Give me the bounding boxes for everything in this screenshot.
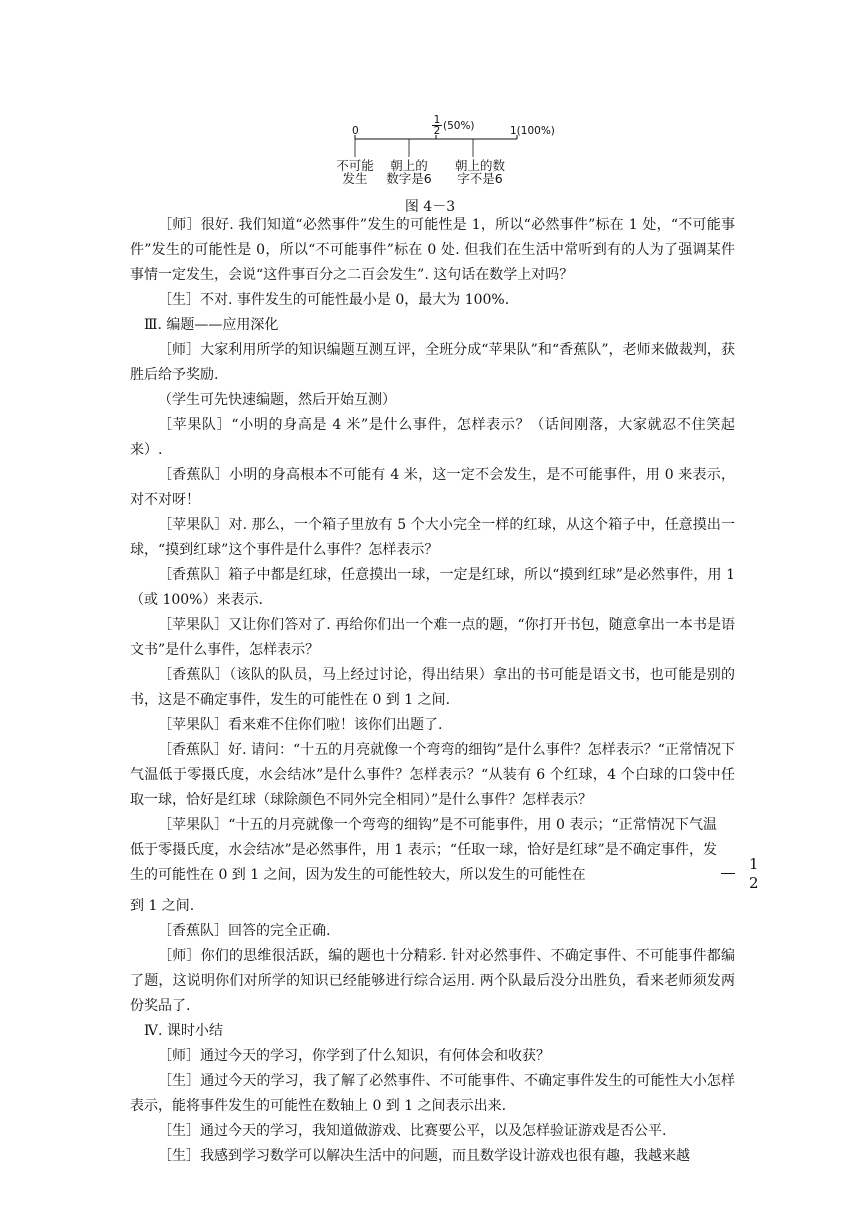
paragraph: ［苹果队］看来难不住你们啦！该你们出题了. bbox=[158, 717, 443, 733]
half-denominator: 2 bbox=[433, 125, 441, 137]
paragraph: （学生可先快速编题，然后开始互测） bbox=[158, 392, 396, 408]
paragraph: ［生］不对. 事件发生的可能性最小是 0，最大为 100%. bbox=[158, 292, 510, 308]
paragraph: ［香蕉队］箱子中都是红球，任意摸出一球，一定是红球，所以“摸到红球”是必然事件，用 1（或 100%）来表示. bbox=[130, 567, 735, 608]
caption-impossible-line1: 不可能 bbox=[336, 158, 374, 173]
fraction-denominator: 2 bbox=[749, 874, 759, 892]
caption-six-line1: 朝上的 bbox=[390, 158, 428, 173]
caption-impossible-line2: 发生 bbox=[342, 171, 368, 186]
number-line-figure bbox=[330, 115, 570, 190]
paragraph: ［生］通过今天的学习，我知道做游戏、比赛要公平，以及怎样验证游戏是否公平. bbox=[158, 1123, 667, 1139]
paragraph: ［师］大家利用所学的知识编题互测互评，全班分成“苹果队”和“香蕉队”，老师来做裁判，获胜后给予奖励. bbox=[130, 342, 735, 383]
paragraph: ［苹果队］对. 那么，一个箱子里放有 5 个大小完全一样的红球，从这个箱子中，任意摸出一球，“摸到红球”这个事件是什么事件？怎样表示？ bbox=[130, 517, 735, 558]
paragraph-text: ［苹果队］“十五的月亮就像一个弯弯的细钩”是不可能事件，用 0 表示；“正常情况下气温低于零摄氏度，水会结冰”是必然事件，用 1 表示；“任取一球，恰好是红球”是不确定事件，发生的可能性在 0 到 1 之间，因为发生的可能性较大，所以发生的可能性在 bbox=[130, 817, 717, 883]
paragraph: ［苹果队］又让你们答对了. 再给你们出一个难一点的题，“你打开书包，随意拿出一本书是语文书”是什么事件，怎样表示？ bbox=[130, 617, 735, 658]
caption-six bbox=[378, 159, 440, 185]
caption-six-line2: 数字是6 bbox=[386, 171, 432, 186]
tick-label-half-fraction bbox=[432, 115, 442, 136]
paragraph: ［师］你们的思维很活跃，编的题也十分精彩. 针对必然事件、不确定事件、不可能事件都编了题，这说明你们对所学的知识已经能够进行综合运用. 两个队最后没分出胜负，看来老师须发两份奖品了. bbox=[130, 948, 735, 1014]
paragraph: ［生］我感到学习数学可以解决生活中的问题，而且数学设计游戏也很有趣，我越来越 bbox=[158, 1148, 690, 1164]
paragraph: ［香蕉队］回答的完全正确. bbox=[158, 923, 331, 939]
fraction-numerator: 1 bbox=[721, 855, 735, 874]
paragraph-with-fraction bbox=[130, 813, 759, 892]
caption-not-six-line2: 字不是6 bbox=[457, 171, 503, 186]
paragraph: ［苹果队］“小明的身高是 4 米”是什么事件，怎样表示？（话间刚落，大家就忍不住笑起来）. bbox=[130, 417, 735, 458]
caption-not-six bbox=[448, 159, 512, 185]
tick-label-one: 1(100%) bbox=[510, 125, 555, 137]
tick-label-half-percent: (50%) bbox=[443, 120, 475, 132]
paragraph-continuation: 到 1 之间. bbox=[130, 898, 195, 914]
body-text bbox=[130, 213, 759, 1169]
caption-impossible bbox=[334, 159, 376, 185]
section-heading: Ⅳ. 课时小结 bbox=[144, 1023, 223, 1039]
section-heading: Ⅲ. 编题——应用深化 bbox=[144, 317, 279, 333]
paragraph: ［生］通过今天的学习，我了解了必然事件、不可能事件、不确定事件发生的可能性大小怎样表示，能将事件发生的可能性在数轴上 0 到 1 之间表示出来. bbox=[130, 1073, 735, 1114]
fraction-half bbox=[721, 855, 759, 892]
caption-not-six-line1: 朝上的数 bbox=[454, 158, 505, 173]
half-numerator: 1 bbox=[433, 114, 441, 126]
paragraph: ［香蕉队］小明的身高根本不可能有 4 米，这一定不会发生，是不可能事件，用 0 来表示，对不对呀！ bbox=[130, 467, 735, 508]
paragraph: ［师］很好. 我们知道“必然事件”发生的可能性是 1，所以“必然事件”标在 1 处，“不可能事件”发生的可能性是 0，所以“不可能事件”标在 0 处. 但我们在生活中常听到有的人为了强调某件事情一定发生，会说“这件事百分之二百会发生”. 这句话在数学上对吗？ bbox=[130, 217, 735, 283]
figure-caption: 图 4－3 bbox=[404, 199, 456, 215]
paragraph: ［香蕉队］好. 请问：“十五的月亮就像一个弯弯的细钩”是什么事件？怎样表示？“正常情况下气温低于零摄氏度，水会结冰”是什么事件？怎样表示？“从装有 6 个红球，4 个白球的口袋中任取一球，恰好是红球（球除颜色不同外完全相同）”是什么事件？怎样表示？ bbox=[130, 742, 735, 808]
paragraph: ［香蕉队］（该队的队员，马上经过讨论，得出结果）拿出的书可能是语文书，也可能是别的书，这是不确定事件，发生的可能性在 0 到 1 之间. bbox=[130, 667, 735, 708]
paragraph: ［师］通过今天的学习，你学到了什么知识，有何体会和收获？ bbox=[158, 1048, 550, 1064]
tick-label-zero: 0 bbox=[352, 125, 359, 137]
